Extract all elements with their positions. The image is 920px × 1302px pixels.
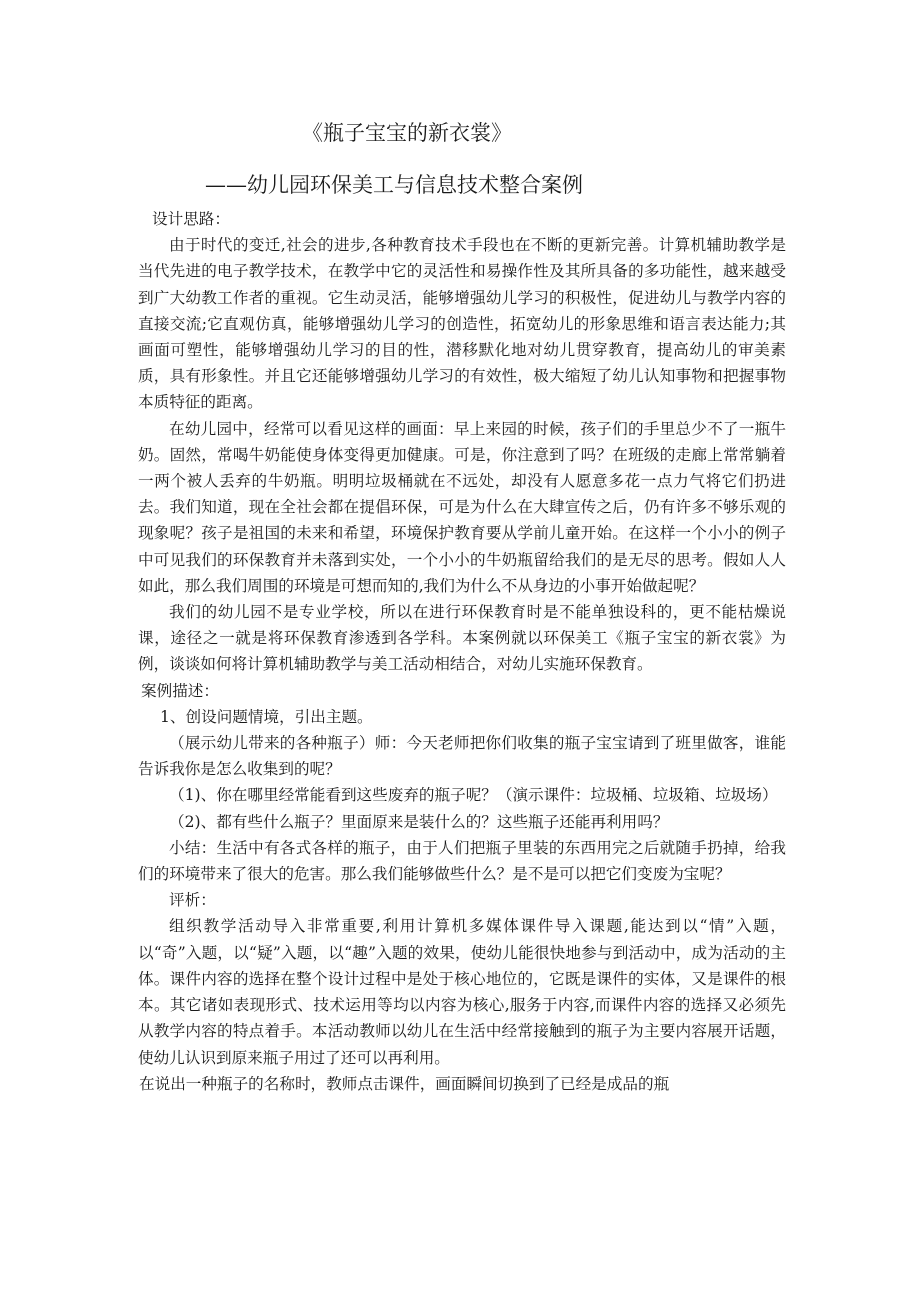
document-subtitle: ——幼儿园环保美工与信息技术整合案例 [205,173,583,197]
body-paragraph: 在幼儿园中，经常可以看见这样的画面：早上来园的时候，孩子们的手里总少不了一瓶牛奶。固然，常喝牛奶能使身体变得更加健康。可是，你注意到了吗？在班级的走廊上常常躺着一两个被人丢弃的牛奶瓶。明明垃圾桶就在不远处，却没有人愿意多花一点力气将它们扔进去。我们知道，现在全社会都在提倡环保，可是为什么在大肆宣传之后，仍有许多不够乐观的现象呢？孩子是祖国的未来和希望，环境保护教育要从学前儿童开始。在这样一个小小的例子中可见我们的环保教育并未落到实处，一个小小的牛奶瓶留给我们的是无尽的思考。假如人人如此，那么我们周围的环境是可想而知的,我们为什么不从身边的小事开始做起呢？ [138,419,786,595]
section-heading-commentary: 评析： [169,891,216,910]
body-paragraph: 我们的幼儿园不是专业学校，所以在进行环保教育时是不能单独设科的，更不能枯燥说课，途径之一就是将环保教育渗透到各学科。本案例就以环保美工《瓶子宝宝的新衣裳》为例，谈谈如何将计算机辅助教学与美工活动相结合，对幼儿实施环保教育。 [138,603,786,674]
body-paragraph: 在说出一种瓶子的名称时，教师点击课件，画面瞬间切换到了已经是成品的瓶 [139,1074,670,1093]
section-heading-design-idea: 设计思路： [152,210,230,228]
document-body [138,206,786,1097]
question-item: （1)、你在哪里经常能看到这些废弃的瓶子呢？（演示课件：垃圾桶、垃圾箱、垃圾场） [169,786,778,805]
step-heading: 1、创设问题情境，引出主题。 [160,707,373,726]
document-title: 《瓶子宝宝的新衣裳》 [302,121,512,145]
question-item: （2)、都有些什么瓶子？里面原来是装什么的？这些瓶子还能再利用吗？ [169,812,669,831]
summary-paragraph: 小结：生活中有各式各样的瓶子，由于人们把瓶子里装的东西用完之后就随手扔掉，给我们的环境带来了很大的危害。那么我们能够做些什么？是不是可以把它们变废为宝呢？ [138,838,786,884]
body-paragraph: 由于时代的变迁,社会的进步,各种教育技术手段也在不断的更新完善。计算机辅助教学是当代先进的电子教学技术，在教学中它的灵活性和易操作性及其所具备的多功能性，越来越受到广大幼教工作者的重视。它生动灵活，能够增强幼儿学习的积极性，促进幼儿与教学内容的直接交流;它直观仿真，能够增强幼儿学习的创造性，拓宽幼儿的形象思维和语言表达能力;其画面可塑性，能够增强幼儿学习的目的性，潜移默化地对幼儿贯穿教育，提高幼儿的审美素质，具有形象性。并且它还能够增强幼儿学习的有效性，极大缩短了幼儿认知事物和把握事物本质特征的距离。 [138,236,786,412]
body-paragraph: 组织教学活动导入非常重要,利用计算机多媒体课件导入课题,能达到以“情”入题，以“奇”入题，以“疑”入题，以“趣”入题的效果，使幼儿能很快地参与到活动中，成为活动的主体。课件内容的选择在整个设计过程中是处于核心地位的，它既是课件的实体，又是课件的根本。其它诸如表现形式、技术运用等均以内容为核心,服务于内容,而课件内容的选择又必须先从教学内容的特点着手。本活动教师以幼儿在生活中经常接触到的瓶子为主要内容展开话题，使幼儿认识到原来瓶子用过了还可以再利用。 [138,917,786,1067]
section-heading-case-description: 案例描述： [141,681,219,700]
body-paragraph: （展示幼儿带来的各种瓶子）师：今天老师把你们收集的瓶子宝宝请到了班里做客，谁能告诉我你是怎么收集到的呢？ [138,734,786,779]
